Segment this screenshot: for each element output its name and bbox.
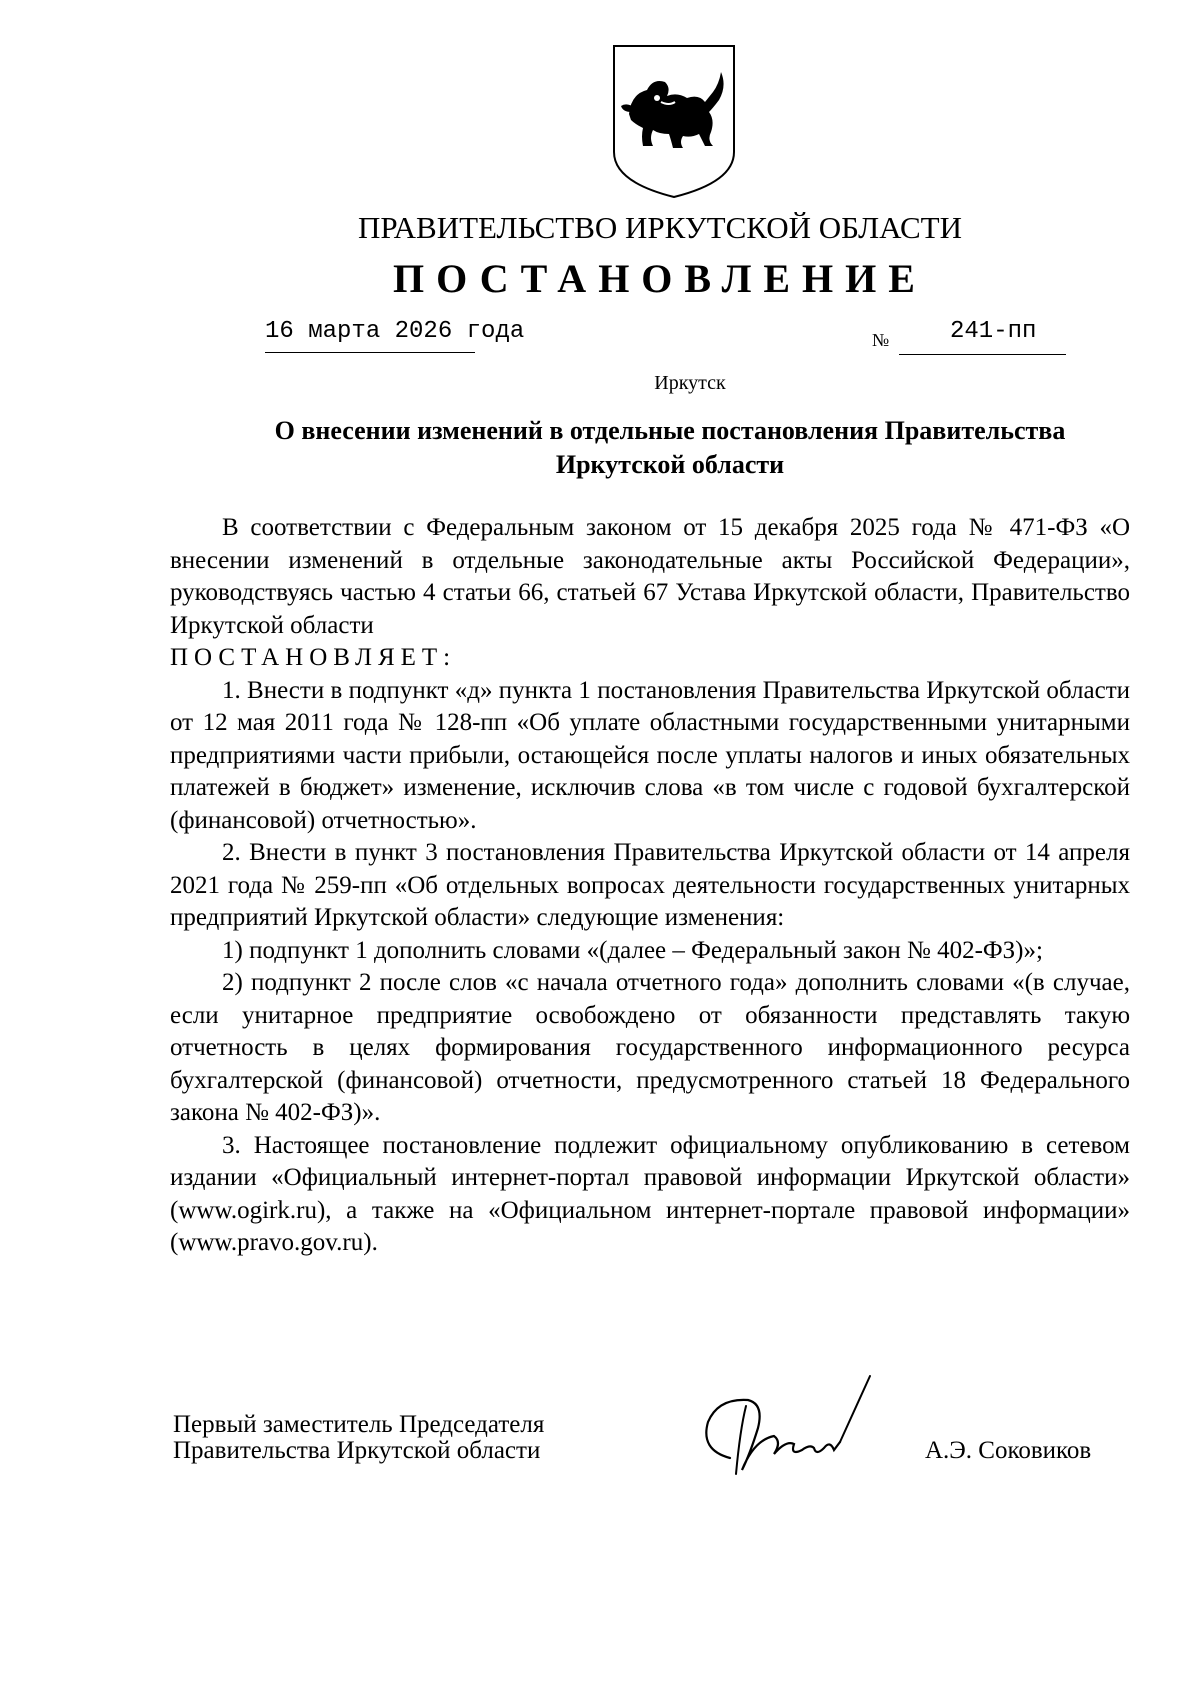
position-line-1: Первый заместитель Председателя bbox=[173, 1411, 545, 1438]
signatory-position bbox=[173, 1412, 544, 1464]
city-name: Иркутск bbox=[654, 372, 726, 394]
decree-word: ПОСТАНОВЛЯЕТ: bbox=[170, 644, 457, 671]
document-body bbox=[170, 512, 1130, 1260]
organization-name: ПРАВИТЕЛЬСТВО ИРКУТСКОЙ ОБЛАСТИ bbox=[357, 210, 962, 245]
document-title bbox=[200, 414, 1140, 482]
handwritten-signature bbox=[690, 1370, 890, 1490]
title-line-2: Иркутской области bbox=[555, 450, 785, 479]
clause-2-subitem-1: 1) подпункт 1 дополнить словами «(далее – Федеральный закон № 402-ФЗ)»; bbox=[222, 936, 1043, 964]
document-date: 16 марта 2026 года bbox=[265, 318, 525, 345]
number-sign: № bbox=[872, 330, 890, 350]
document-number: 241-пп bbox=[950, 318, 1037, 345]
signatory-name: А.Э. Соковиков bbox=[925, 1437, 1092, 1464]
title-line-1: О внесении изменений в отдельные постановления Правительства bbox=[274, 416, 1066, 445]
clause-1: 1. Внести в подпункт «д» пункта 1 постановления Правительства Иркутской области от 12 мая 2011 года № 128-пп «Об уплате областными государственными унитарными предприятиями части прибыли, остающейся после уплаты налогов и иных обязательных платежей в бюджет» изменение, исключив слова «в том числе с годовой бухгалтерской (финансовой) отчетностью». bbox=[170, 676, 1130, 834]
coat-of-arms-icon bbox=[609, 42, 739, 200]
preamble-paragraph: В соответствии с Федеральным законом от 15 декабря 2025 года № 471-ФЗ «О внесении изменений в отдельные законодательные акты Российской Федерации», руководствуясь частью 4 статьи 66, статьей 67 Устава Иркутской области, Правительство Иркутской области bbox=[170, 514, 1130, 639]
position-line-2: Правительства Иркутской области bbox=[173, 1437, 541, 1464]
document-kind: ПОСТАНОВЛЕНИЕ bbox=[393, 256, 927, 301]
clause-2: 2. Внести в пункт 3 постановления Правительства Иркутской области от 14 апреля 2021 года № 259-пп «Об отдельных вопросах деятельности государственных унитарных предприятий Иркутской области» следующие изменения: bbox=[170, 839, 1130, 931]
clause-2-subitem-2: 2) подпункт 2 после слов «с начала отчетного года» дополнить словами «(в случае, если унитарное предприятие освобождено от обязанности представлять такую отчетность в целях формирования государственного информационного ресурса бухгалтерской (финансовой) отчетности, предусмотренного статьей 18 Федерального закона № 402-ФЗ)». bbox=[170, 969, 1130, 1126]
clause-3: 3. Настоящее постановление подлежит официальному опубликованию в сетевом издании «Официальный интернет-портал правовой информации Иркутской области» (www.ogirk.ru), а также на «Официальном интернет-портале правовой информации» (www.pravo.gov.ru). bbox=[170, 1131, 1130, 1256]
